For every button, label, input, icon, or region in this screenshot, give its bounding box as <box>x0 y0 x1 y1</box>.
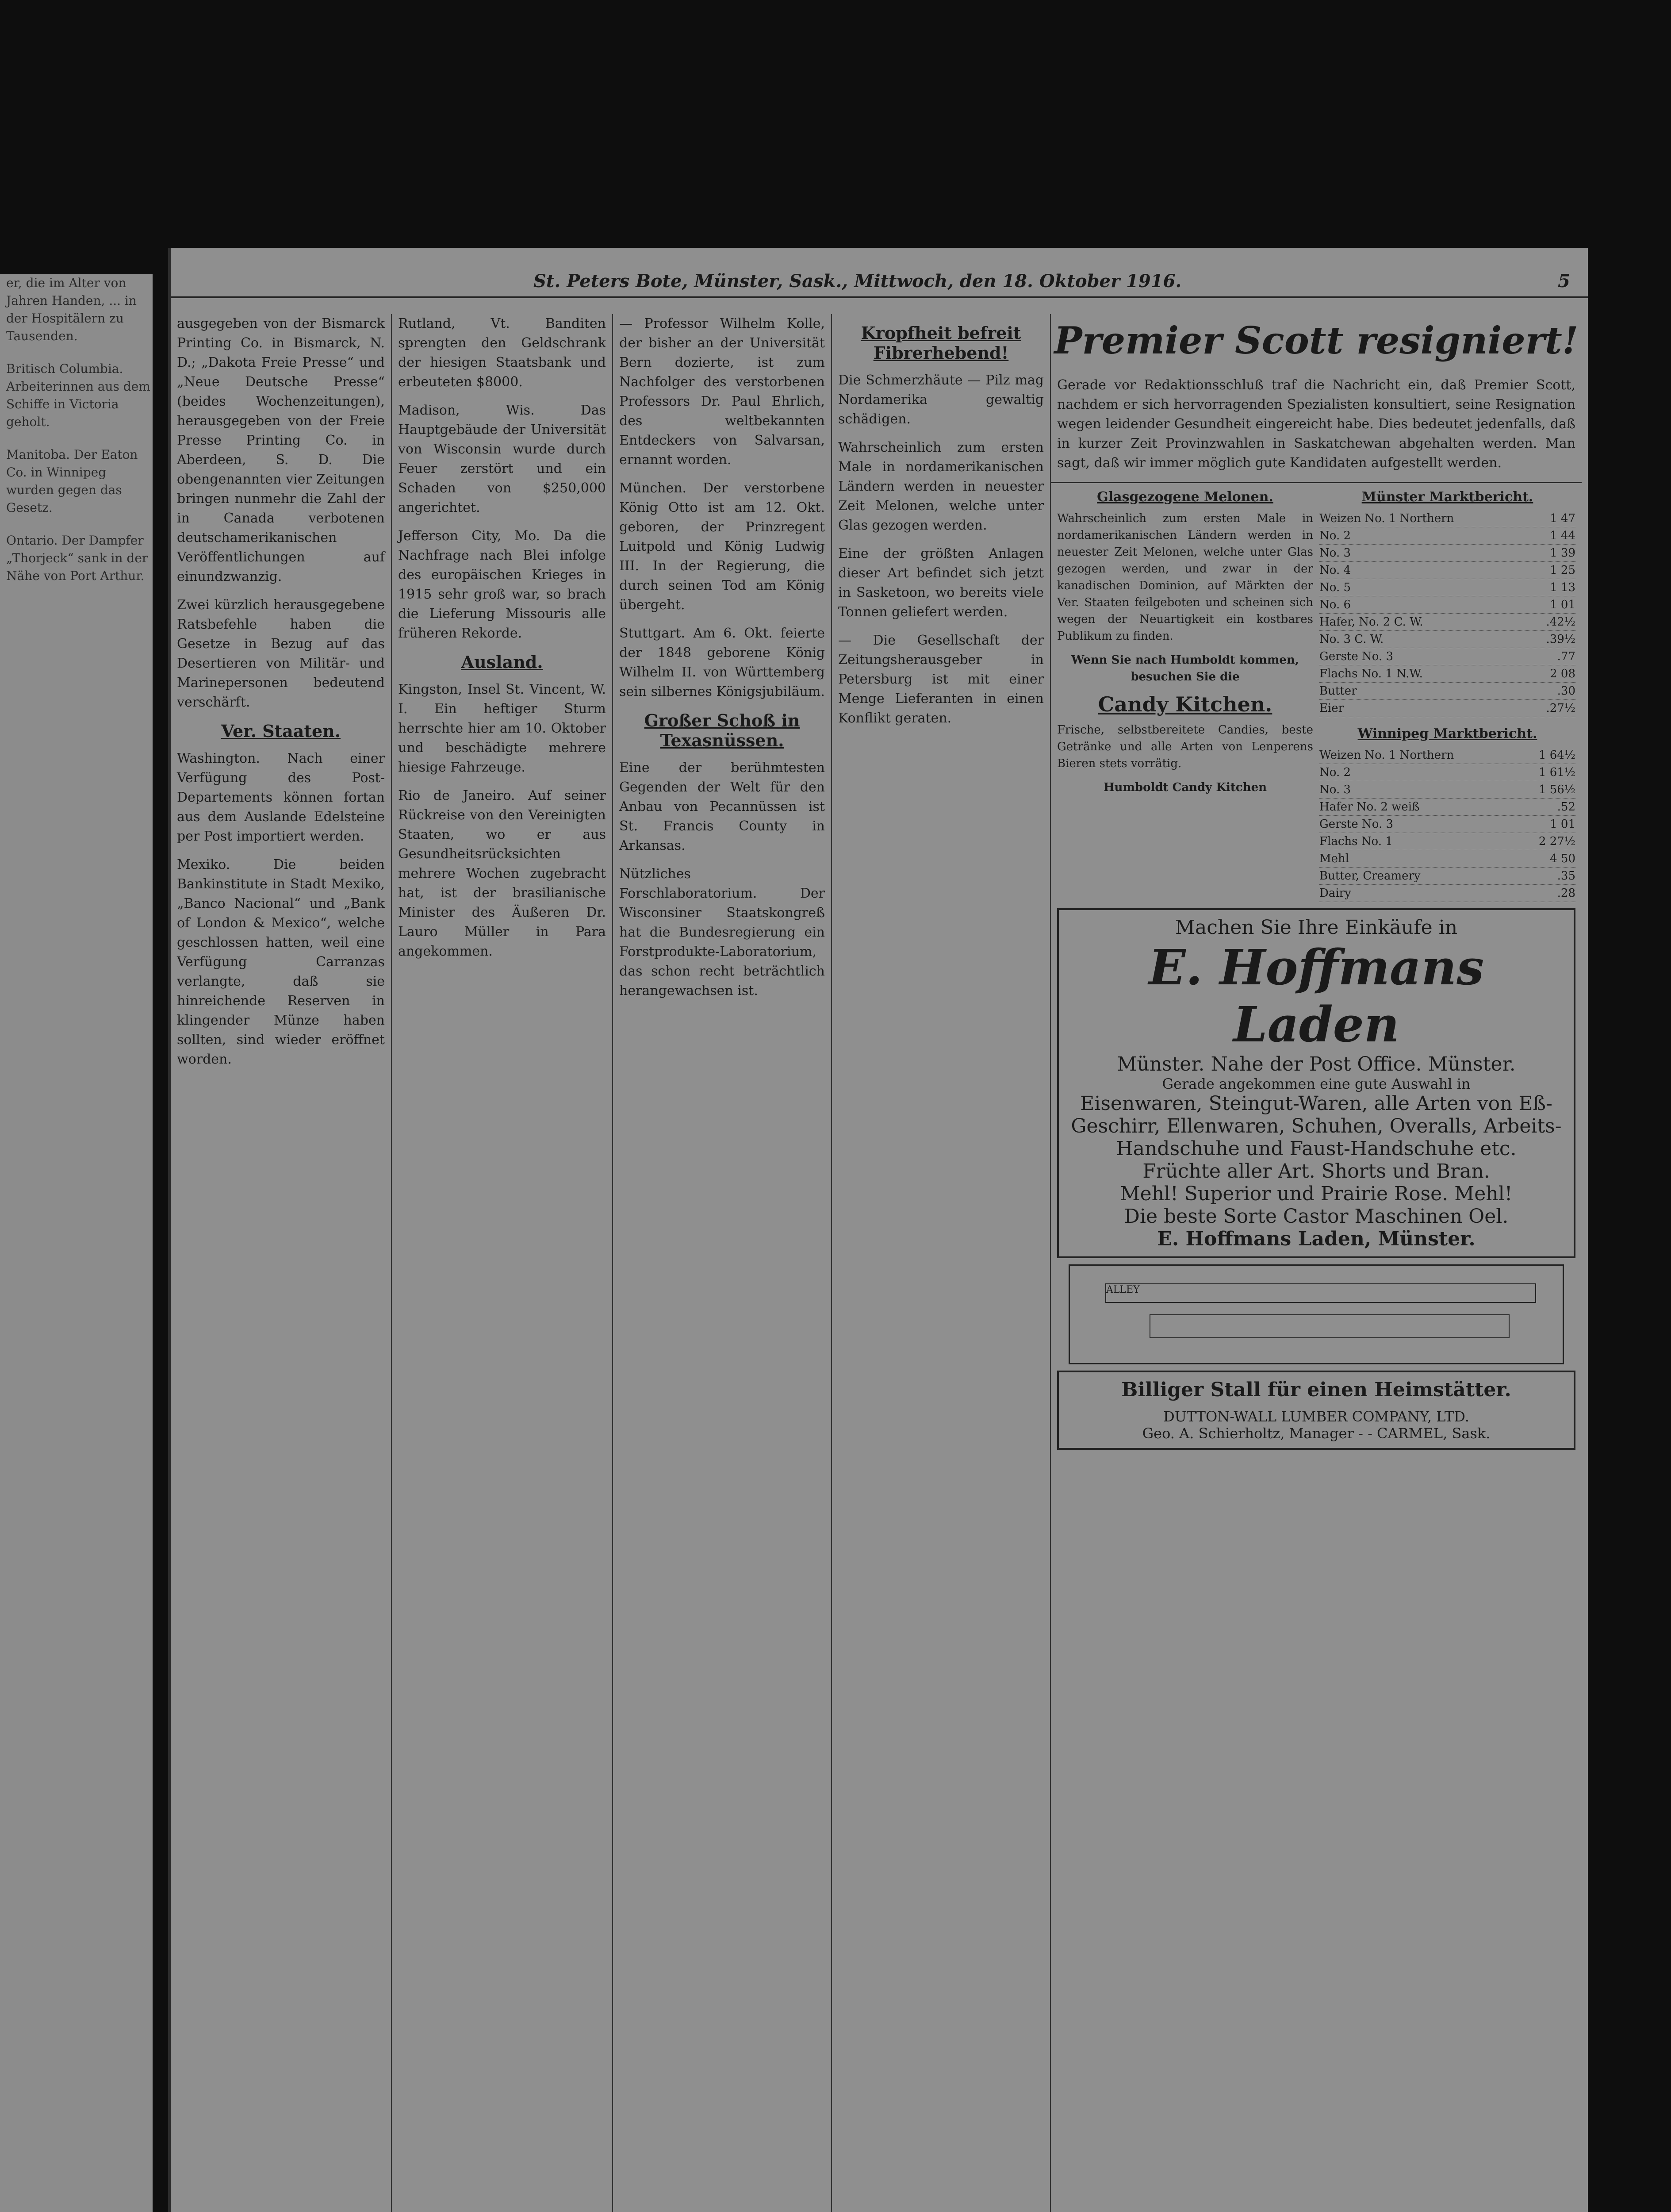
market-row <box>1319 527 1575 545</box>
news-and-market-row <box>1051 482 1582 902</box>
candy-text: Frische, selbstbereitete Candies, beste Getränke und alle Arten von Lenperens Bieren stets vorrätig. <box>1057 723 1313 770</box>
market-price: 1 44 <box>1550 529 1575 542</box>
lumber-company: DUTTON-WALL LUMBER COMPANY, LTD. <box>1163 1408 1469 1425</box>
market-price: .39½ <box>1546 633 1575 646</box>
candy-heading: Candy Kitchen. <box>1098 692 1272 716</box>
market-item: Gerste No. 3 <box>1319 818 1394 831</box>
market-row <box>1319 648 1575 665</box>
market-price: 1 64½ <box>1538 749 1575 762</box>
market-item: No. 4 <box>1319 564 1351 577</box>
article-text: Wahrscheinlich zum ersten Male in nordamerikanischen Ländern werden in neuester Zeit Melonen, welche unter Glas gezogen werden. <box>838 440 1044 533</box>
left-strip-text: er, die im Alter von Jahren Handen, ... in der Hospitälern zu Tausenden. <box>6 276 137 343</box>
lumber-manager: Geo. A. Schierholtz, Manager - - CARMEL, Sask. <box>1142 1425 1491 1442</box>
market-row <box>1319 614 1575 631</box>
market-row <box>1319 833 1575 850</box>
melonen-and-candy <box>1057 489 1313 902</box>
left-strip-text: Britisch Columbia. Arbeiterinnen aus dem Schiffe in Victoria geholt. <box>6 361 150 429</box>
lumber-ad <box>1057 1371 1575 1450</box>
market-item: No. 5 <box>1319 581 1351 594</box>
market-price: 1 56½ <box>1538 783 1575 796</box>
market-row <box>1319 850 1575 868</box>
market-item: No. 3 <box>1319 783 1351 796</box>
market-price: .35 <box>1557 869 1575 883</box>
article-text: — Die Gesellschaft der Zeitungsherausgeber in Petersburg ist mit einer Menge Lieferanten in einen Konflikt geraten. <box>838 633 1044 726</box>
newspaper-page <box>168 248 1588 2212</box>
market-price: .30 <box>1557 684 1575 698</box>
article-text: Rutland, Vt. Banditen sprengten den Geldschrank der hiesigen Staatsbank und erbeuteten $8000. <box>398 316 606 390</box>
article-text: Nützliches Forschlaboratorium. Der Wisconsiner Staatskongreß hat die Bundesregierung ein Forstprodukte-Laboratorium, das schon recht beträchtlich herangewachsen ist. <box>619 866 825 998</box>
page-number: 5 <box>1558 271 1570 292</box>
left-page-strip <box>0 274 153 2212</box>
lead-text: Gerade vor Redaktionsschluß traf die Nachricht ein, daß Premier Scott, nachdem er sich hervorragenden Spezialisten konsultiert, seine Resignation wegen leidender Gesundheit eingereicht habe. Dies bedeutet jedenfalls, daß in kurzer Zeit Provinzwahlen in Saskatchewan abgehalten werden. Man sagt, daß wir immer möglich gute Kandidaten aufgestellt werden. <box>1057 377 1575 471</box>
article-text: Kingston, Insel St. Vincent, W. I. Ein heftiger Sturm herrschte hier am 10. Oktober und beschädigte mehrere hiesige Fahrzeuge. <box>398 682 606 775</box>
market-row <box>1319 781 1575 799</box>
market-price: 2 27½ <box>1538 835 1575 848</box>
market-row <box>1319 665 1575 683</box>
article-text: Stuttgart. Am 6. Okt. feierte der 1848 geborene König Wilhelm II. von Württemberg sein silbernes Königsjubiläum. <box>619 626 825 699</box>
market-item: Gerste No. 3 <box>1319 650 1394 663</box>
market-price: 1 01 <box>1550 598 1575 611</box>
ad-intro: Machen Sie Ihre Einkäufe in <box>1175 916 1458 939</box>
map-store <box>1150 1314 1510 1338</box>
market-price: 1 01 <box>1550 818 1575 831</box>
left-strip-text: Ontario. Der Dampfer „Thorjeck“ sank in der Nähe von Port Arthur. <box>6 533 148 583</box>
article-text: ausgegeben von der Bismarck Printing Co. in Bismarck, N. D.; „Dakota Freie Presse“ und „Neue Deutsche Presse“ (beides Wochenzeitungen), herausgegeben von der Freie Presse Printing Co. in Aberdeen, S. D. Die obengenannten vier Zeitungen bringen nunmehr die Zahl der in Canada verbotenen deutschamerikanischen Veröffentlichungen auf einundzwanzig. <box>177 316 385 584</box>
candy-sign: Humboldt Candy Kitchen <box>1103 781 1267 794</box>
masthead-title: St. Peters Bote, Münster, Sask., Mittwoch, den 18. Oktober 1916. <box>533 271 1182 292</box>
ad-footer: E. Hoffmans Laden, Münster. <box>1157 1228 1476 1250</box>
article-text: Jefferson City, Mo. Da die Nachfrage nach Blei infolge des europäischen Krieges in 1915 sehr groß war, so brach die Lieferung Missouris alle früheren Rekorde. <box>398 528 606 641</box>
market-price: .28 <box>1557 887 1575 900</box>
market-item: Weizen No. 1 Northern <box>1319 749 1454 762</box>
article-text: — Professor Wilhelm Kolle, der bisher an der Universität Bern dozierte, ist zum Nachfolger des verstorbenen Professors Dr. Paul Ehrlich, des weltbekannten Entdeckers von Salvarsan, ernannt worden. <box>619 316 825 468</box>
article-text: Eine der größten Anlagen dieser Art befindet sich jetzt in Sasketoon, wo bereits viele Tonnen geliefert werden. <box>838 546 1044 620</box>
market-item: Hafer, No. 2 C. W. <box>1319 615 1423 629</box>
market-row <box>1319 799 1575 816</box>
market-price: 1 39 <box>1550 546 1575 560</box>
market-item: Flachs No. 1 N.W. <box>1319 667 1423 680</box>
market-row <box>1319 747 1575 764</box>
ad-line: Eisenwaren, Steingut-Waren, alle Arten von Eß-Geschirr, Ellenwaren, Schuhen, Overalls, Arbeits-Handschuhe und Faust-Handschuhe etc. <box>1071 1092 1562 1160</box>
market-table-muenster <box>1319 510 1575 717</box>
masthead <box>171 265 1588 298</box>
market-item: No. 3 <box>1319 546 1351 560</box>
market-row <box>1319 562 1575 579</box>
column-3 <box>613 314 832 2212</box>
ad-line: Gerade angekommen eine gute Auswahl in <box>1162 1075 1471 1092</box>
market-item: No. 2 <box>1319 766 1351 779</box>
candy-intro: Wenn Sie nach Humboldt kommen, besuchen Sie die <box>1071 653 1299 684</box>
column-4 <box>832 314 1051 2212</box>
market-item: Flachs No. 1 <box>1319 835 1393 848</box>
market-item: Dairy <box>1319 887 1351 900</box>
column-2 <box>392 314 613 2212</box>
market-price: 1 13 <box>1550 581 1575 594</box>
market-row <box>1319 596 1575 614</box>
stall-title: Billiger Stall für einen Heimstätter. <box>1121 1379 1511 1401</box>
market-item: Mehl <box>1319 852 1349 865</box>
ad-location: Münster. Nahe der Post Office. Münster. <box>1117 1053 1516 1075</box>
market-item: No. 3 C. W. <box>1319 633 1384 646</box>
article-text: Die Schmerzhäute — Pilz mag Nordamerika gewaltig schädigen. <box>838 373 1044 427</box>
article-text: Mexiko. Die beiden Bankinstitute in Stadt Mexiko, „Banco Nacional“ und „Bank of London & Mexico“, welche geschlossen hatten, weil eine Verfügung Carranzas verlangte, daß sie hinreichende Reserven in klingender Münze haben sollten, sind wieder eröffnet worden. <box>177 857 385 1067</box>
article-text: München. Der verstorbene König Otto ist am 12. Okt. geboren, der Prinzregent Luitpold und König Ludwig III. In der Regierung, die durch seinen Tod am König übergeht. <box>619 480 825 613</box>
section-heading: Kropfheit befreit Fibrerhebend! <box>861 323 1021 363</box>
market-item: Butter, Creamery <box>1319 869 1421 883</box>
headline: Premier Scott resigniert! <box>1054 319 1579 362</box>
ad-line: Früchte aller Art. Shorts und Bran. <box>1142 1160 1490 1183</box>
hoffman-ad <box>1057 908 1575 1258</box>
market-row <box>1319 683 1575 700</box>
market-price: 2 08 <box>1550 667 1575 680</box>
article-text: Washington. Nach einer Verfügung des Post-Departements können fortan aus dem Auslande Edelsteine per Post importiert werden. <box>177 751 385 844</box>
article-text: Zwei kürzlich herausgegebene Ratsbefehle haben die Gesetze in Bezug auf das Desertieren von Militär- und Marinepersonen bedeutend verschärft. <box>177 597 385 710</box>
map-alley-label: ALLEY <box>1106 1284 1140 1295</box>
market-item: No. 6 <box>1319 598 1351 611</box>
section-heading: Ver. Staaten. <box>221 721 341 741</box>
market-price: 1 47 <box>1550 512 1575 525</box>
market-row <box>1319 816 1575 833</box>
market-row <box>1319 868 1575 885</box>
market-row <box>1319 764 1575 781</box>
market-item: Eier <box>1319 702 1344 715</box>
market-row <box>1319 631 1575 648</box>
melonen-heading: Glasgezogene Melonen. <box>1097 489 1273 505</box>
market-row <box>1319 579 1575 596</box>
ad-line: Mehl! Superior und Prairie Rose. Mehl! <box>1120 1183 1513 1205</box>
market-row <box>1319 510 1575 527</box>
market-row <box>1319 545 1575 562</box>
market-price: .77 <box>1557 650 1575 663</box>
section-heading: Großer Schoß in Texasnüssen. <box>644 710 800 750</box>
location-map <box>1069 1264 1564 1364</box>
market-price: 1 25 <box>1550 564 1575 577</box>
article-text: Madison, Wis. Das Hauptgebäude der Universität von Wisconsin wurde durch Feuer zerstört und ein Schaden von $250,000 angerichtet. <box>398 403 606 515</box>
market-table-winnipeg <box>1319 747 1575 902</box>
market-row <box>1319 700 1575 717</box>
market-item: Butter <box>1319 684 1357 698</box>
left-strip-text: Manitoba. Der Eaton Co. in Winnipeg wurden gegen das Gesetz. <box>6 447 138 515</box>
section-heading: Ausland. <box>461 652 543 672</box>
market-price: 4 50 <box>1550 852 1575 865</box>
market-heading: Münster Marktbericht. <box>1361 489 1533 505</box>
article-text: Rio de Janeiro. Auf seiner Rückreise von den Vereinigten Staaten, wo er aus Gesundheitsrücksichten mehrere Wochen zugebracht hat, ist der brasilianische Minister des Äußeren Dr. Lauro Müller in Para angekommen. <box>398 788 606 959</box>
map-alley <box>1105 1283 1536 1303</box>
market-price: 1 61½ <box>1538 766 1575 779</box>
ad-store-name: E. Hoffmans Laden <box>1148 939 1484 1053</box>
market-price: .27½ <box>1546 702 1575 715</box>
market-item: No. 2 <box>1319 529 1351 542</box>
column-1 <box>171 314 392 2212</box>
article-text: Eine der berühmtesten Gegenden der Welt für den Anbau von Pecannüssen ist St. Francis County in Arkansas. <box>619 760 825 853</box>
market-item: Hafer No. 2 weiß <box>1319 800 1420 814</box>
melonen-text: Wahrscheinlich zum ersten Male in nordamerikanischen Ländern werden in neuester Zeit Melonen, welche unter Glas gezogen werden, und zwar in der kanadischen Dominion, auf Märkten der Ver. Staaten feilgeboten und scheinen sich wegen der Neuartigkeit ein kostbares Publikum zu finden. <box>1057 512 1313 643</box>
right-section <box>1051 314 1582 2212</box>
market-item: Weizen No. 1 Northern <box>1319 512 1454 525</box>
market-heading: Winnipeg Marktbericht. <box>1357 726 1537 741</box>
market-row <box>1319 885 1575 902</box>
market-reports <box>1319 489 1575 902</box>
market-price: .42½ <box>1546 615 1575 629</box>
market-price: .52 <box>1557 800 1575 814</box>
ad-line: Die beste Sorte Castor Maschinen Oel. <box>1124 1205 1509 1228</box>
